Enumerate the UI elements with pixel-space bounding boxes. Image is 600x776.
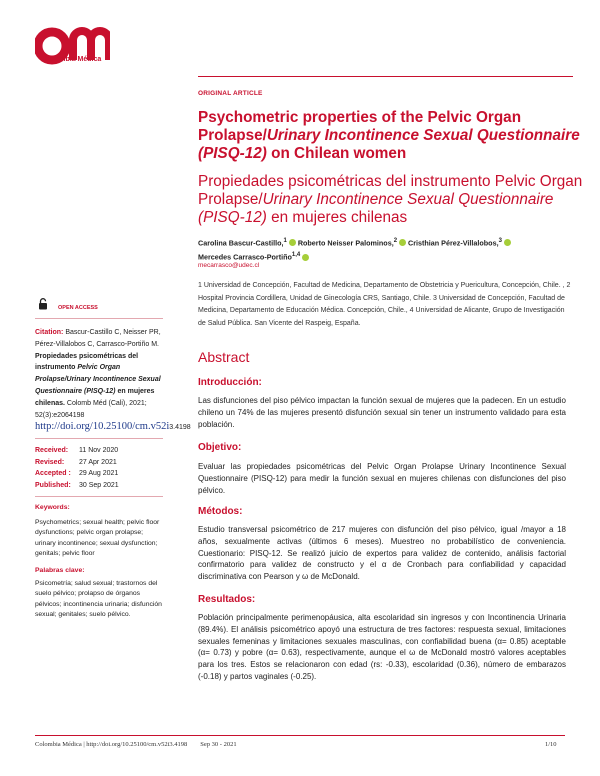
keywords-list: Psychometrics; sexual health; pelvic floor dysfunctions; pelvic organ prolapse; urinary incontinence; sexual dysfunction; genitals; pelvic floor <box>35 519 160 558</box>
article-type-label: ORIGINAL ARTICLE <box>198 90 263 97</box>
doi-link[interactable]: http://doi.org/10.25100/cm.v52i <box>35 421 170 433</box>
footer-divider <box>35 735 565 736</box>
article-dates: Received: 11 Nov 2020 Revised: 27 Apr 2021 Accepted : 29 Aug 2021 Published: 30 Sep 2021 <box>35 447 119 489</box>
footer-citation: Colombia Médica | http://doi.org/10.25100/cm.v52i3.4198 Sep 30 - 2021 <box>35 741 237 748</box>
journal-name: Colombia Médica <box>43 56 102 63</box>
keywords-heading: Keywords: <box>35 504 70 511</box>
author-list: Carolina Bascur-Castillo,$^1$ Roberto Neisser Palominos,$^2$ Cristhian Pérez-Villalobos,$^3$ Mercedes Carrasco-Portiño$^{1,4}$ <box>198 235 578 264</box>
section-heading-methods: Métodos: <box>198 506 243 517</box>
section-text-methods: Estudio transversal psicométrico de 217 mujeres con disfunción del piso pélvico, igual /mayor a 18 años, sexualmente activas (últimos 6 meses). Muestreo no probabilístico de conveniencia. Cuestionario: PISQ-12. Se realizó juicio de expertos para validez de contenido, análisis factorial confirmatorio para validez de constructo y el α de Cronbach para confiabilidad y capacidad discriminativa con Pearson y ω de McDonald. <box>198 525 566 582</box>
author-name: Cristhian Pérez-Villalobos, <box>408 238 499 248</box>
author-name: Carolina Bascur-Castillo, <box>198 238 284 248</box>
sidebar-divider <box>35 318 163 319</box>
header-divider <box>198 76 573 77</box>
open-access-icon <box>38 298 48 310</box>
open-access-label: OPEN ACCESS <box>58 305 98 311</box>
article-title-en: Psychometric properties of the Pelvic Organ Prolapse/Urinary Incontinence Sexual Questionnaire (PISQ-12) on Chilean women <box>198 109 580 162</box>
author-name: Roberto Neisser Palominos, <box>297 238 394 248</box>
orcid-icon[interactable] <box>399 239 406 246</box>
abstract-heading: Abstract <box>198 349 250 365</box>
section-heading-objective: Objetivo: <box>198 442 242 453</box>
sidebar-divider <box>35 438 163 439</box>
section-heading-intro: Introducción: <box>198 377 262 388</box>
orcid-icon[interactable] <box>504 239 511 246</box>
orcid-icon[interactable] <box>289 239 296 246</box>
section-text-objective: Evaluar las propiedades psicométricas del Pelvic Organ Prolapse Urinary Incontinence Sexual Questionnaire (PISQ-12) para medir la función sexual en mujeres chilenas con disfunciones del piso pélvico. <box>198 462 566 495</box>
section-text-results: Población principalmente perimenopáusica, alta escolaridad sin ingresos y con Incontinencia Urinaria (89.4%). El análisis psicométrico apoyó una estructura de tres factores: respuesta sexual, limitaciones sexuales femeninas y limitaciones sexuales masculinas, con confiabilidad buena (α= 0.85) aceptable (α= 0.73) y pobre (α= 0.63), respectivamente, aunque el ω de McDonald mostró valores aceptables para los tres. Estos se relacionaron con edad (rs: -0.33), escolaridad (0.36), número de embarazos (-0.18) y partos vaginales (-0.25). <box>198 613 566 681</box>
palabras-clave-heading: Palabras clave: <box>35 567 85 574</box>
section-heading-results: Resultados: <box>198 594 256 605</box>
citation-block: Citation: Bascur-Castillo C, Neisser PR, Pérez-Villalobos C, Carrasco-Portiño M. Propiedades psicométricas del instrumento Pelvic Organ Prolapse/Urinary Incontinence Sexual Questionnaire (PISQ-12) en mujeres chilenas. Colomb Méd (Cali), 2021; 52(3):e2064198 http://doi.org/10.25100/cm.v52i3.4198 <box>35 329 191 433</box>
affiliations: 1 Universidad de Concepción, Facultad de Medicina, Departamento de Obstetricia y Puericultura, Concepción, Chile. , 2 Hospital Provincia Cordillera, Unidad de Ginecología CRS, Santiago, Chile. 3 Universidad de Concepción, Facultad de Medicina, Departamento de Educación Médica. Concepción, Chile., 4 Universidad de Alicante, Grupo de Investigación de Salud Pública. San Vicente del Raspeig, España. <box>198 282 571 327</box>
section-text-intro: Las disfunciones del piso pélvico impactan la función sexual de mujeres que la padecen. En un estudio chileno un 74% de las mujeres presentó disfunción sexual sin tener un instrumento validado para esta población. <box>198 396 566 429</box>
page-number: 1/10 <box>545 741 557 748</box>
author-name: Mercedes Carrasco-Portiño <box>198 252 292 262</box>
orcid-icon[interactable] <box>302 254 309 261</box>
palabras-clave-list: Psicometría; salud sexual; trastornos del suelo pélvico; prolapso de órganos pélvicos; incontinencia urinaria; disfunción sexual; genitales; suelo pélvico. <box>35 580 162 619</box>
sidebar-divider <box>35 496 163 497</box>
corresponding-email[interactable]: mecarrasco@udec.cl <box>198 262 260 269</box>
article-title-es: Propiedades psicométricas del instrumento Pelvic Organ Prolapse/Urinary Incontinence Sexual Questionnaire (PISQ-12) en mujeres chilenas <box>198 173 583 226</box>
colombia-medica-logo <box>35 20 110 72</box>
